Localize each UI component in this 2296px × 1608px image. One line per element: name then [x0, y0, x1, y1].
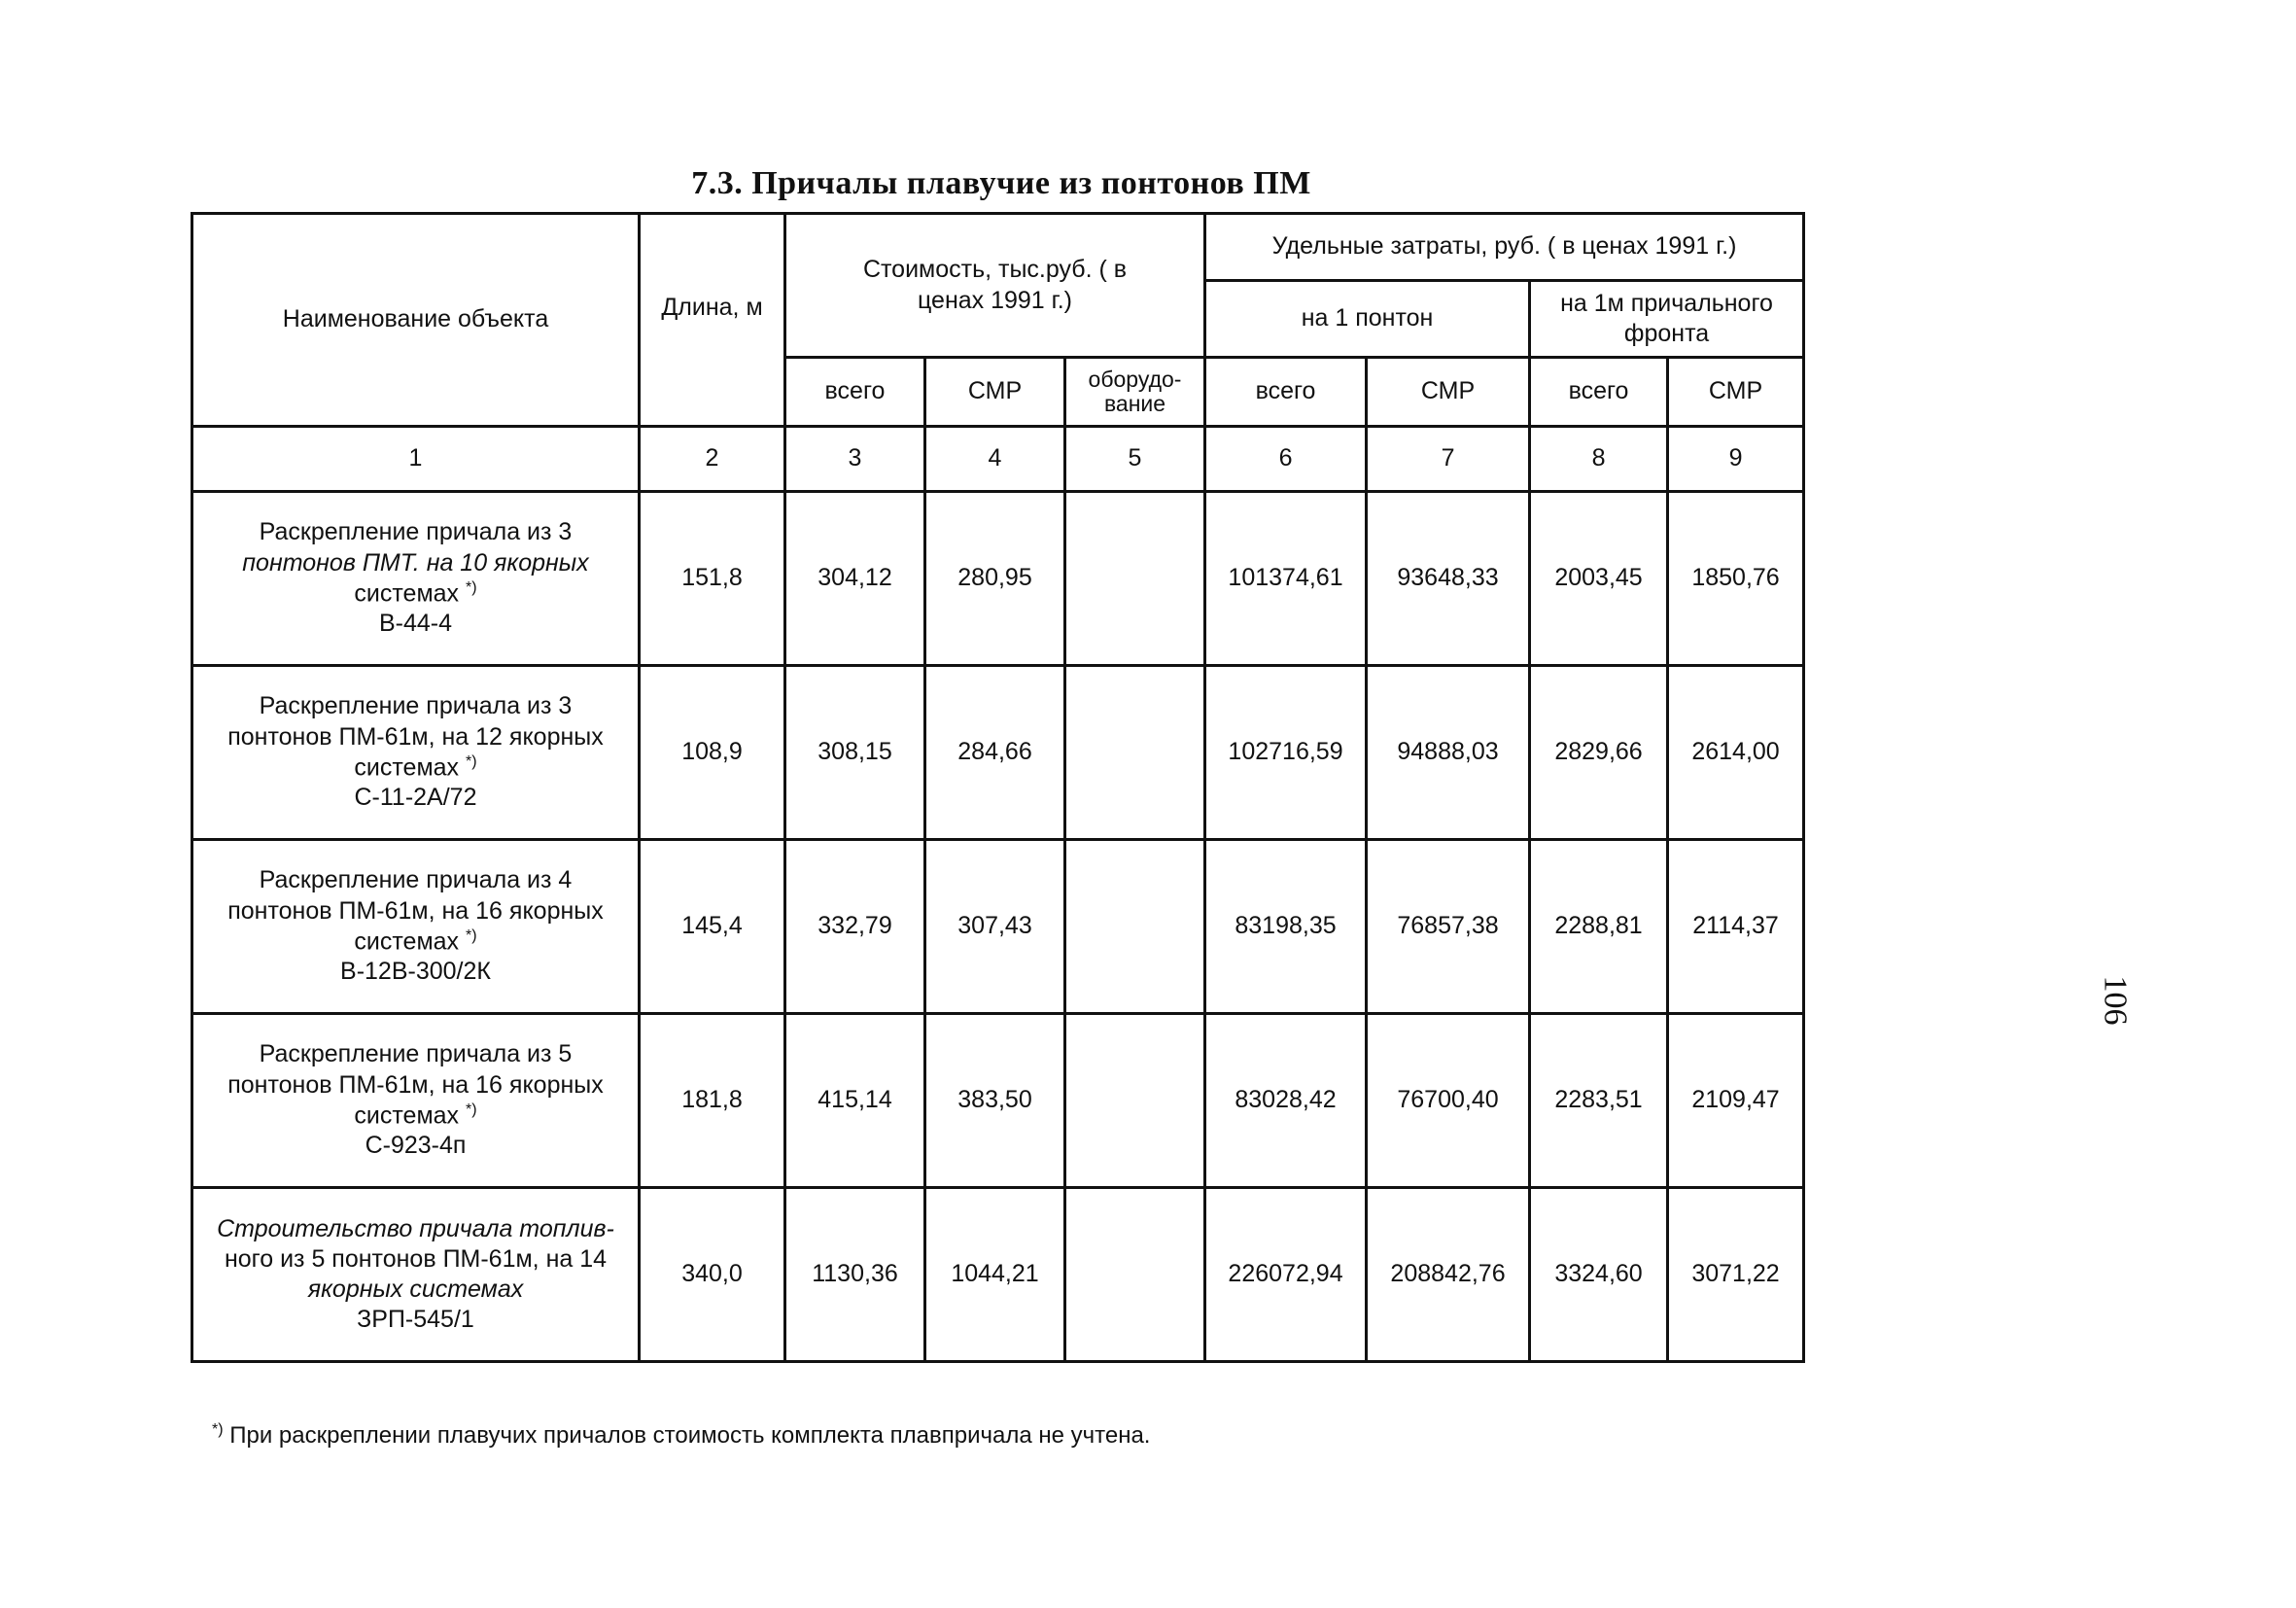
header-per-meter: на 1м причального фронта: [1530, 281, 1804, 358]
object-name-line: якорных системах: [307, 1276, 524, 1303]
object-name-cell: [192, 1188, 640, 1362]
column-number: 1: [192, 427, 640, 492]
header-meter-total: всего: [1530, 358, 1668, 427]
column-number: 9: [1668, 427, 1804, 492]
header-pontoon-total: всего: [1205, 358, 1367, 427]
object-name-cell: [192, 1014, 640, 1188]
cost-total-value: 304,12: [785, 492, 925, 666]
column-number: 3: [785, 427, 925, 492]
header-per-pontoon: на 1 понтон: [1205, 281, 1530, 358]
length-value: 151,8: [640, 492, 785, 666]
header-name: Наименование объекта: [192, 214, 640, 427]
meter-total-value: 2283,51: [1530, 1014, 1668, 1188]
meter-total-value: 2288,81: [1530, 840, 1668, 1014]
header-specific-costs: Удельные затраты, руб. ( в ценах 1991 г.): [1205, 214, 1804, 281]
table-row: [192, 1014, 1804, 1188]
pontoon-total-value: 101374,61: [1205, 492, 1367, 666]
project-code: В-44-4: [378, 610, 453, 638]
table-title: 7.3. Причалы плавучие из понтонов ПМ: [691, 165, 1311, 201]
header-cost-equipment: оборудо-вание: [1065, 358, 1205, 427]
cost-smr-value: 307,43: [925, 840, 1065, 1014]
cost-equipment-value: [1065, 1014, 1205, 1188]
object-name-line: понтонов ПМ-61м, на 16 якорных: [227, 1070, 604, 1099]
page-number: 106: [2097, 975, 2134, 1026]
pontoon-berths-table: [191, 212, 1805, 1363]
object-name-line: Раскрепление причала из 3: [259, 518, 573, 546]
footnote-text: При раскреплении плавучих причалов стоимость комплекта плавпричала не учтена.: [229, 1422, 1151, 1449]
object-name-line: Раскрепление причала из 5: [259, 1040, 573, 1068]
meter-total-value: 2829,66: [1530, 666, 1668, 840]
column-number: 2: [640, 427, 785, 492]
cost-equipment-value: [1065, 840, 1205, 1014]
object-name-line: системах: [354, 579, 460, 608]
column-number: 4: [925, 427, 1065, 492]
header-cost-smr: СМР: [925, 358, 1065, 427]
table-row: [192, 492, 1804, 666]
pontoon-smr-value: 93648,33: [1367, 492, 1530, 666]
table-row: [192, 1188, 1804, 1362]
footnote-marker: *): [466, 578, 477, 596]
footnote-marker: *): [466, 1101, 477, 1118]
column-number: 6: [1205, 427, 1367, 492]
cost-smr-value: 280,95: [925, 492, 1065, 666]
pontoon-total-value: 83198,35: [1205, 840, 1367, 1014]
cost-total-value: 308,15: [785, 666, 925, 840]
column-number: 8: [1530, 427, 1668, 492]
object-name-line: Раскрепление причала из 4: [259, 866, 573, 894]
cost-smr-value: 383,50: [925, 1014, 1065, 1188]
pontoon-smr-value: 76700,40: [1367, 1014, 1530, 1188]
column-number: 7: [1367, 427, 1530, 492]
meter-smr-value: 1850,76: [1668, 492, 1804, 666]
column-number: 5: [1065, 427, 1205, 492]
meter-smr-value: 2614,00: [1668, 666, 1804, 840]
length-value: 145,4: [640, 840, 785, 1014]
object-name-line: ного из 5 понтонов ПМ-61м, на 14: [224, 1244, 608, 1273]
footnote: [212, 1421, 1150, 1450]
length-value: 340,0: [640, 1188, 785, 1362]
header-length: Длина, м: [640, 214, 785, 427]
object-name-line: Строительство причала топлив-: [217, 1214, 614, 1242]
pontoon-smr-value: 208842,76: [1367, 1188, 1530, 1362]
table-row: [192, 840, 1804, 1014]
object-name-cell: [192, 666, 640, 840]
project-code: С-923-4п: [365, 1132, 467, 1160]
meter-smr-value: 3071,22: [1668, 1188, 1804, 1362]
cost-smr-value: 1044,21: [925, 1188, 1065, 1362]
length-value: 181,8: [640, 1014, 785, 1188]
cost-equipment-value: [1065, 492, 1205, 666]
project-code: ЗРП-545/1: [357, 1306, 474, 1334]
header-meter-smr: СМР: [1668, 358, 1804, 427]
object-name-line: Раскрепление причала из 3: [259, 692, 573, 720]
object-name-line: системах: [354, 753, 460, 782]
meter-smr-value: 2109,47: [1668, 1014, 1804, 1188]
cost-total-value: 415,14: [785, 1014, 925, 1188]
header-cost-total: всего: [785, 358, 925, 427]
pontoon-total-value: 102716,59: [1205, 666, 1367, 840]
meter-smr-value: 2114,37: [1668, 840, 1804, 1014]
pontoon-total-value: 83028,42: [1205, 1014, 1367, 1188]
cost-total-value: 1130,36: [785, 1188, 925, 1362]
pontoon-smr-value: 94888,03: [1367, 666, 1530, 840]
table-row: [192, 666, 1804, 840]
object-name-line: системах: [354, 927, 460, 956]
meter-total-value: 2003,45: [1530, 492, 1668, 666]
cost-smr-value: 284,66: [925, 666, 1065, 840]
cost-equipment-value: [1065, 1188, 1205, 1362]
project-code: В-12В-300/2К: [340, 958, 491, 986]
object-name-cell: [192, 492, 640, 666]
pontoon-total-value: 226072,94: [1205, 1188, 1367, 1362]
cost-total-value: 332,79: [785, 840, 925, 1014]
cost-equipment-value: [1065, 666, 1205, 840]
length-value: 108,9: [640, 666, 785, 840]
pontoon-smr-value: 76857,38: [1367, 840, 1530, 1014]
object-name-cell: [192, 840, 640, 1014]
object-name-line: понтонов ПМ-61м, на 16 якорных: [227, 896, 604, 925]
object-name-line: понтонов ПМТ. на 10 якорных: [242, 548, 589, 577]
meter-total-value: 3324,60: [1530, 1188, 1668, 1362]
footnote-marker: *): [212, 1421, 224, 1438]
object-name-line: понтонов ПМ-61м, на 12 якорных: [227, 722, 604, 751]
project-code: С-11-2А/72: [354, 784, 477, 812]
header-cost: Стоимость, тыс.руб. ( в ценах 1991 г.): [785, 214, 1205, 358]
footnote-marker: *): [466, 752, 477, 770]
object-name-line: системах: [354, 1101, 460, 1130]
header-pontoon-smr: СМР: [1367, 358, 1530, 427]
footnote-marker: *): [466, 926, 477, 944]
